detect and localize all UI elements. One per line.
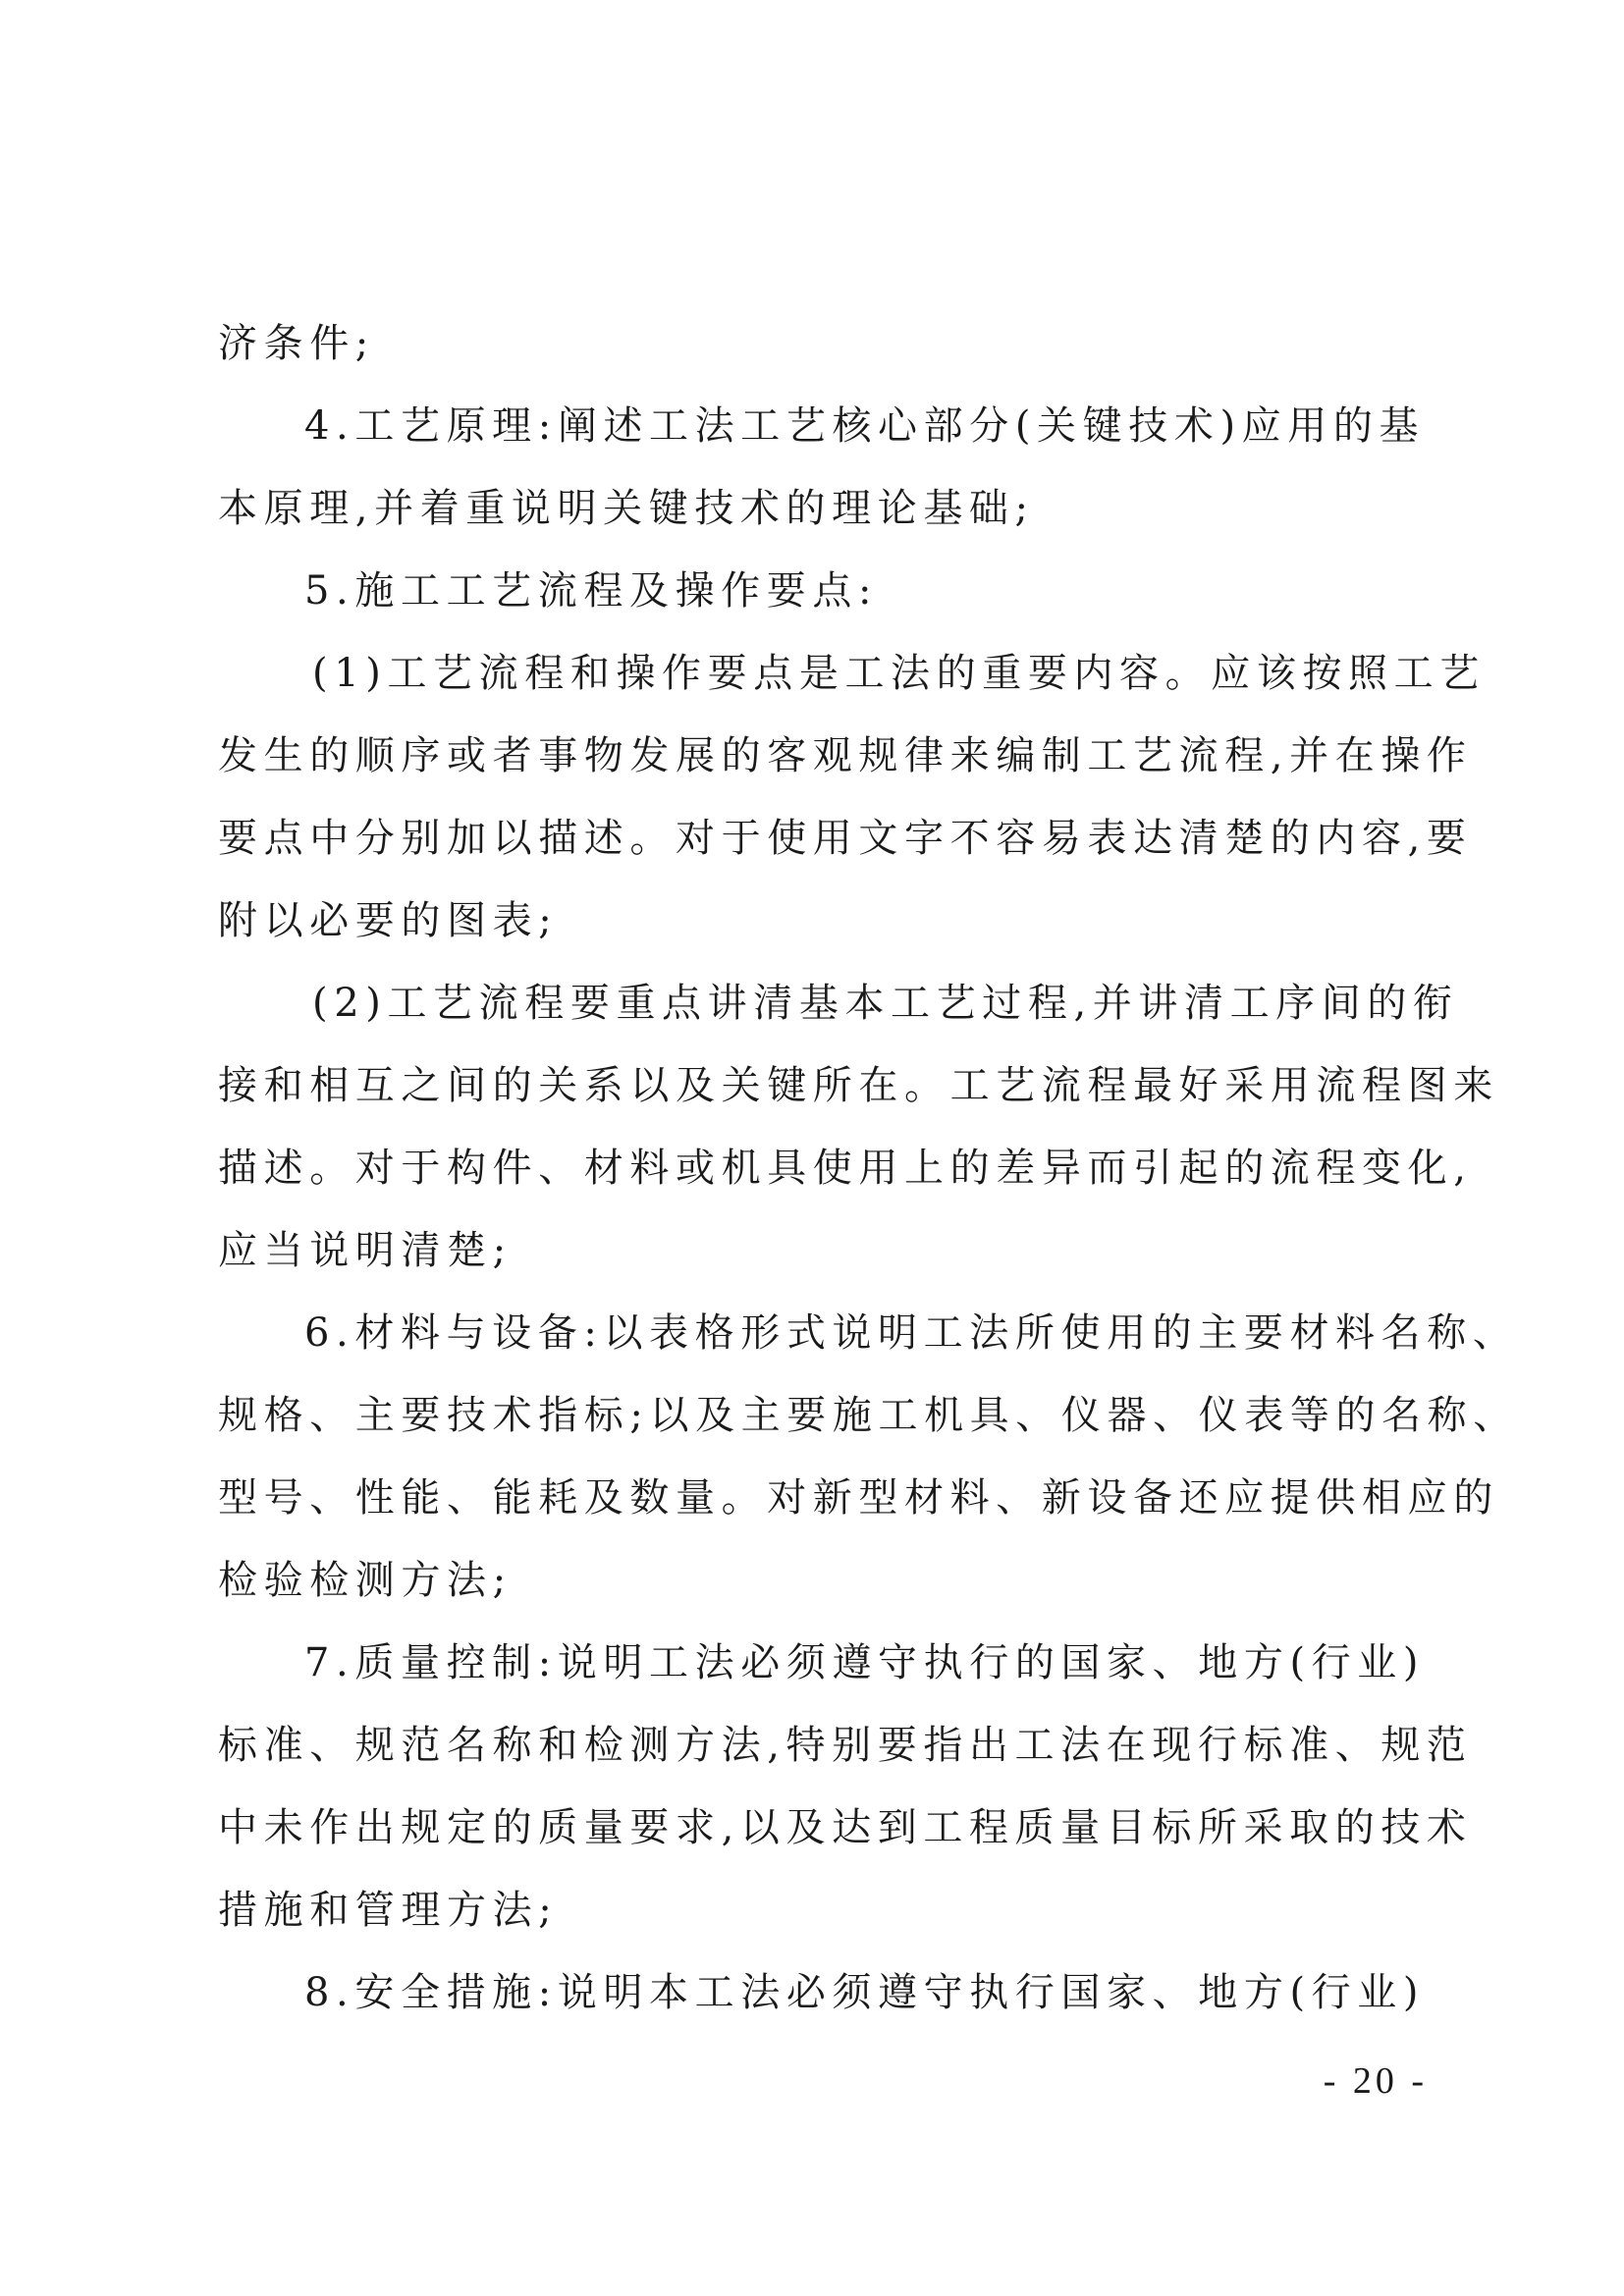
text-line: 中未作出规定的质量要求,以及达到工程质量目标所采取的技术 (218, 1805, 1473, 1850)
text-line: 7.质量控制:说明工法必须遵守执行的国家、地方(行业) (304, 1640, 1426, 1685)
text-line: 发生的顺序或者事物发展的客观规律来编制工艺流程,并在操作 (218, 733, 1473, 778)
text-line: 标准、规范名称和检测方法,特别要指出工法在现行标准、规范 (218, 1723, 1473, 1768)
text-line: 规格、主要技术指标;以及主要施工机具、仪器、仪表等的名称、 (218, 1393, 1519, 1438)
text-line: 描述。对于构件、材料或机具使用上的差异而引起的流程变化, (218, 1146, 1473, 1191)
text-line: 附以必要的图表; (218, 898, 559, 943)
text-line: (2)工艺流程要重点讲清基本工艺过程,并讲清工序间的衔 (312, 981, 1459, 1026)
text-line: 5.施工工艺流程及操作要点: (304, 568, 879, 614)
text-line: 8.安全措施:说明本工法必须遵守执行国家、地方(行业) (304, 1970, 1426, 2015)
text-line: 要点中分别加以描述。对于使用文字不容易表达清楚的内容,要 (218, 816, 1473, 861)
text-line: 应当说明清楚; (218, 1228, 513, 1273)
text-line: 4.工艺原理:阐述工法工艺核心部分(关键技术)应用的基 (304, 403, 1426, 449)
text-line: 济条件; (218, 321, 375, 366)
text-line: 接和相互之间的关系以及关键所在。工艺流程最好采用流程图来 (218, 1063, 1499, 1108)
text-line: 措施和管理方法; (218, 1888, 559, 1933)
document-body (218, 302, 1519, 2034)
text-line: 6.材料与设备:以表格形式说明工法所使用的主要材料名称、 (304, 1310, 1519, 1356)
text-line: (1)工艺流程和操作要点是工法的重要内容。应该按照工艺 (312, 651, 1486, 696)
page-number: - 20 - (1323, 2060, 1428, 2102)
text-line: 本原理,并着重说明关键技术的理论基础; (218, 486, 1035, 531)
text-line: 型号、性能、能耗及数量。对新型材料、新设备还应提供相应的 (218, 1475, 1499, 1521)
text-line: 检验检测方法; (218, 1558, 513, 1603)
